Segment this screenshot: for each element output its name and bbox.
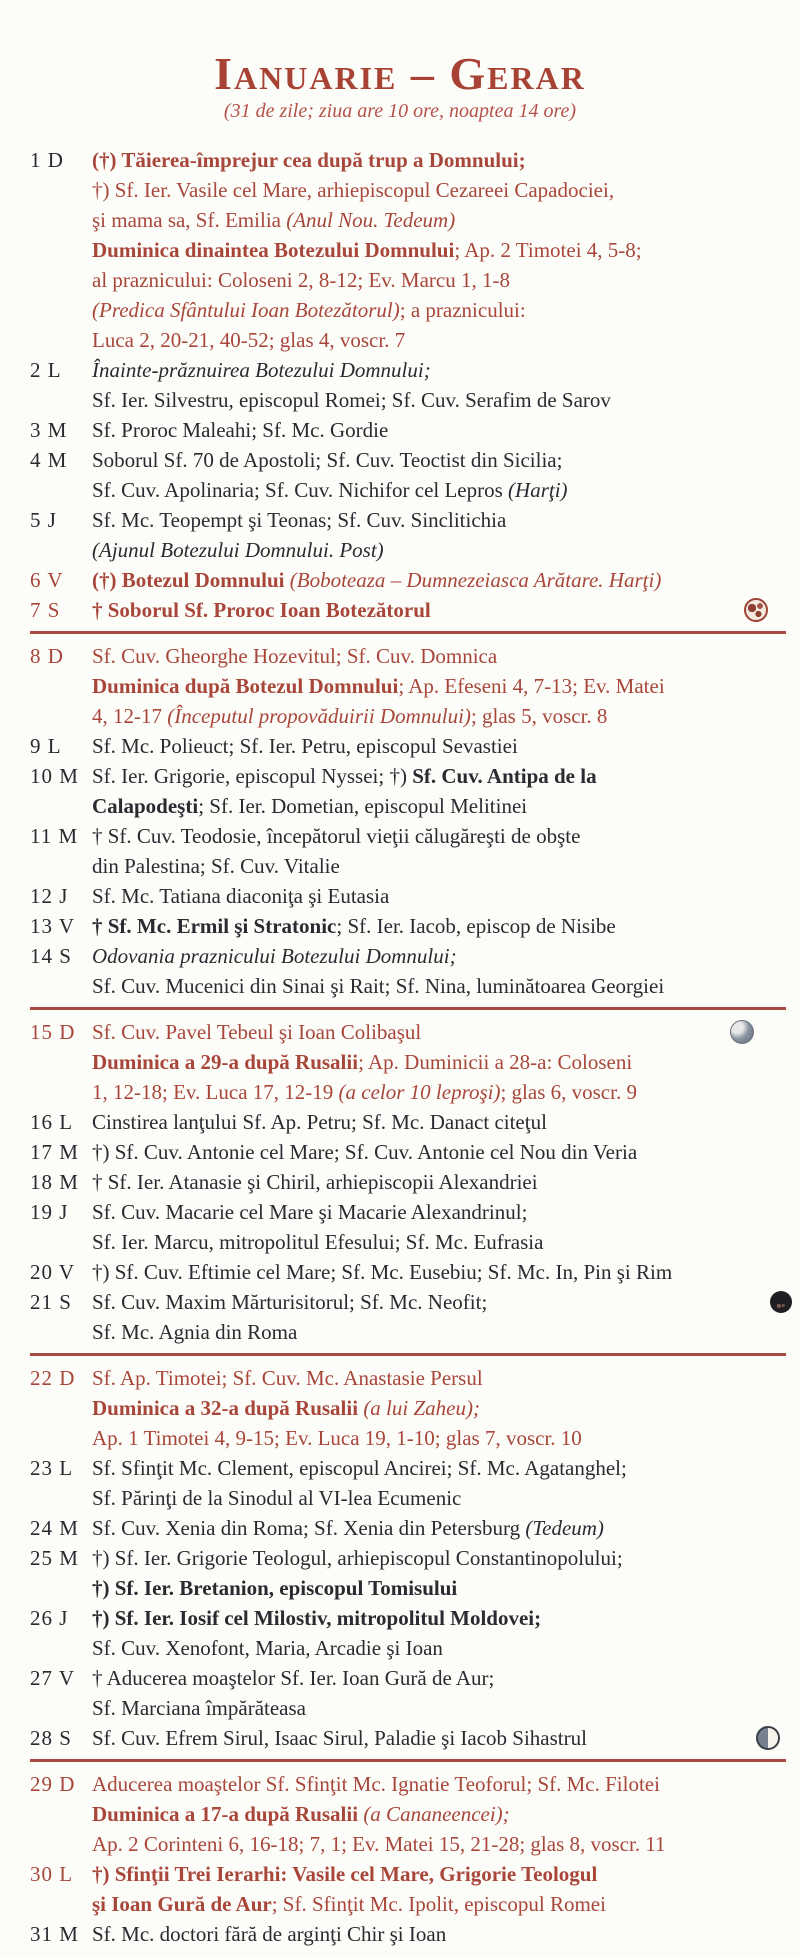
day-label: 14 S <box>30 944 72 969</box>
text-segment: Sf. Cuv. Maxim Mărturisitorul; Sf. Mc. Neofit; <box>92 1290 488 1315</box>
text-segment: (a Cananeencei); <box>363 1802 510 1827</box>
text-segment: ; Ap. Efeseni 4, 7-13; Ev. Matei <box>398 674 665 699</box>
day-line <box>92 1603 790 1633</box>
day-label: 21 S <box>30 1290 72 1315</box>
day-line <box>92 1723 790 1753</box>
day-line <box>92 1663 790 1693</box>
text-segment: Sf. Sfinţit Mc. Clement, episcopul Ancirei; Sf. Mc. Agatanghel; <box>92 1456 627 1481</box>
day-line <box>92 641 790 671</box>
day-line <box>92 1799 790 1829</box>
text-segment: (a lui Zaheu); <box>363 1396 480 1421</box>
day-lines <box>92 941 800 1001</box>
day-line <box>92 145 790 175</box>
day-label: 5 J <box>30 508 57 533</box>
day-label: 7 S <box>30 598 61 623</box>
day-lines <box>92 1769 800 1859</box>
day-row <box>0 1919 800 1949</box>
day-line <box>92 1017 790 1047</box>
text-segment: Sf. Cuv. Apolinaria; Sf. Cuv. Nichifor cel Lepros <box>92 478 509 503</box>
day-lines <box>92 1287 800 1347</box>
day-line <box>92 175 790 205</box>
day-lines <box>92 565 800 595</box>
day-label: 1 D <box>30 148 64 173</box>
day-row <box>0 355 800 415</box>
text-segment: 1, 12-18; Ev. Luca 17, 12-19 <box>92 1080 339 1105</box>
page-header <box>0 50 800 123</box>
day-label: 20 V <box>30 1260 76 1285</box>
day-line <box>92 851 790 881</box>
day-row <box>0 641 800 731</box>
day-line <box>92 731 790 761</box>
text-segment: Calapodeşti <box>92 794 199 819</box>
text-segment: ; Ap. Duminicii a 28-a: Coloseni <box>358 1050 633 1075</box>
text-segment: Luca 2, 20-21, 40-52; glas 4, voscr. 7 <box>92 328 406 353</box>
day-line <box>92 265 790 295</box>
day-line <box>92 1077 790 1107</box>
day-line <box>92 1167 790 1197</box>
week-separator <box>30 1759 786 1762</box>
day-label: 11 M <box>30 824 79 849</box>
day-lines <box>92 731 800 761</box>
text-segment: † Sf. Ier. Atanasie şi Chiril, arhiepiscopii Alexandriei <box>92 1170 538 1195</box>
day-line <box>92 1633 790 1663</box>
day-line <box>92 355 790 385</box>
day-line <box>92 671 790 701</box>
text-segment: Sf. Cuv. Pavel Tebeul şi Ioan Colibaşul <box>92 1020 422 1045</box>
text-segment: Duminica a 17-a după Rusalii <box>92 1802 364 1827</box>
day-label: 3 M <box>30 418 68 443</box>
day-label: 18 M <box>30 1170 79 1195</box>
day-row <box>0 1543 800 1603</box>
text-segment: ; glas 5, voscr. 8 <box>470 704 608 729</box>
text-segment: Duminica a 32-a după Rusalii <box>92 1396 364 1421</box>
day-label: 28 S <box>30 1726 72 1751</box>
day-line <box>92 971 790 1001</box>
text-segment: Sf. Marciana împărăteasa <box>92 1696 306 1721</box>
day-row <box>0 911 800 941</box>
day-lines <box>92 595 800 625</box>
day-row <box>0 445 800 505</box>
text-segment: Sf. Cuv. Xenia din Roma; Sf. Xenia din Petersburg <box>92 1516 526 1541</box>
day-row <box>0 1363 800 1453</box>
day-lines <box>92 1603 800 1663</box>
day-line <box>92 1287 790 1317</box>
day-line <box>92 761 790 791</box>
day-label: 19 J <box>30 1200 69 1225</box>
day-line <box>92 1829 790 1859</box>
text-segment: şi mama sa, Sf. Emilia <box>92 208 287 233</box>
day-label: 13 V <box>30 914 76 939</box>
text-segment: Soborul Sf. 70 de Apostoli; Sf. Cuv. Teoctist din Sicilia; <box>92 448 563 473</box>
day-row <box>0 761 800 821</box>
day-line <box>92 295 790 325</box>
day-label: 27 V <box>30 1666 76 1691</box>
day-row <box>0 1859 800 1919</box>
week-separator <box>30 1007 786 1010</box>
text-segment: Cinstirea lanţului Sf. Ap. Petru; Sf. Mc. Danact citeţul <box>92 1110 547 1135</box>
text-segment: † Sf. Mc. Ermil şi Stratonic <box>92 914 337 939</box>
text-segment: †) Sfinţii Trei Ierarhi: Vasile cel Mare, Grigorie Teologul <box>92 1862 598 1887</box>
text-segment: Înainte-prăznuirea Botezului Domnului; <box>92 358 431 383</box>
text-segment: Sf. Cuv. Macarie cel Mare şi Macarie Alexandrinul; <box>92 1200 528 1225</box>
day-label: 2 L <box>30 358 62 383</box>
month-title: Ianuarie – Gerar <box>214 48 586 99</box>
day-lines <box>92 505 800 565</box>
text-segment: ; Sf. Sfinţit Mc. Ipolit, episcopul Romei <box>271 1892 606 1917</box>
text-segment: Sf. Mc. Polieuct; Sf. Ier. Petru, episcopul Sevastiei <box>92 734 518 759</box>
day-row <box>0 1137 800 1167</box>
text-segment: Ap. 1 Timotei 4, 9-15; Ev. Luca 19, 1-10; glas 7, voscr. 10 <box>92 1426 582 1451</box>
day-label: 10 M <box>30 764 79 789</box>
day-row <box>0 1167 800 1197</box>
day-lines <box>92 821 800 881</box>
text-segment: (a celor 10 leproşi) <box>338 1080 501 1105</box>
day-line <box>92 1769 790 1799</box>
last-quarter-moon-icon <box>730 1020 754 1044</box>
day-line <box>92 941 790 971</box>
day-line <box>92 1137 790 1167</box>
day-lines <box>92 641 800 731</box>
day-line <box>92 505 790 535</box>
day-lines <box>92 1167 800 1197</box>
day-row <box>0 1769 800 1859</box>
day-row <box>0 821 800 881</box>
day-line <box>92 1483 790 1513</box>
text-segment: ; a praznicului: <box>399 298 526 323</box>
day-lines <box>92 1363 800 1453</box>
day-row <box>0 1287 800 1347</box>
day-lines <box>92 355 800 415</box>
day-label: 31 M <box>30 1922 79 1947</box>
day-row <box>0 881 800 911</box>
day-label: 26 J <box>30 1606 69 1631</box>
day-line <box>92 535 790 565</box>
text-segment: † Sf. Cuv. Teodosie, începătorul vieţii călugăreşti de obşte <box>92 824 581 849</box>
text-segment: Sf. Cuv. Efrem Sirul, Isaac Sirul, Paladie şi Iacob Sihastrul <box>92 1726 587 1751</box>
first-quarter-moon-icon <box>756 1726 780 1750</box>
text-segment: Sf. Mc. Teopempt şi Teonas; Sf. Cuv. Sinclitichia <box>92 508 507 533</box>
day-line <box>92 1423 790 1453</box>
day-label: 8 D <box>30 644 64 669</box>
day-lines <box>92 1543 800 1603</box>
day-line <box>92 595 790 625</box>
day-row <box>0 415 800 445</box>
day-row <box>0 1257 800 1287</box>
text-segment: 4, 12-17 <box>92 704 168 729</box>
text-segment: Sf. Ier. Grigorie, episcopul Nyssei; †) <box>92 764 413 789</box>
text-segment: †) Sf. Ier. Vasile cel Mare, arhiepiscopul Cezareei Capadociei, <box>92 178 615 203</box>
day-line <box>92 205 790 235</box>
day-line <box>92 881 790 911</box>
day-row <box>0 1513 800 1543</box>
day-line <box>92 445 790 475</box>
day-label: 16 L <box>30 1110 74 1135</box>
day-row <box>0 1723 800 1753</box>
day-row <box>0 941 800 1001</box>
day-lines <box>92 1919 800 1949</box>
text-segment: †) Sf. Cuv. Eftimie cel Mare; Sf. Mc. Eusebiu; Sf. Mc. In, Pin şi Rim <box>92 1260 673 1285</box>
text-segment: şi Ioan Gură de Aur <box>92 1892 272 1917</box>
day-row <box>0 505 800 565</box>
day-lines <box>92 1663 800 1723</box>
day-lines <box>92 445 800 505</box>
day-line <box>92 1227 790 1257</box>
day-line <box>92 1453 790 1483</box>
text-segment: Sf. Cuv. Xenofont, Maria, Arcadie şi Ioan <box>92 1636 443 1661</box>
day-lines <box>92 145 800 355</box>
day-line <box>92 565 790 595</box>
full-moon-icon <box>744 598 768 622</box>
day-line <box>92 911 790 941</box>
day-lines <box>92 1137 800 1167</box>
day-line <box>92 701 790 731</box>
day-line <box>92 475 790 505</box>
day-label: 29 D <box>30 1772 76 1797</box>
day-label: 4 M <box>30 448 68 473</box>
day-line <box>92 1693 790 1723</box>
text-segment: ; Sf. Ier. Dometian, episcopul Melitinei <box>198 794 528 819</box>
text-segment: Sf. Cuv. Antipa de la <box>412 764 597 789</box>
day-line <box>92 1107 790 1137</box>
day-line <box>92 1393 790 1423</box>
day-label: 24 M <box>30 1516 79 1541</box>
day-label: 9 L <box>30 734 62 759</box>
text-segment: Sf. Părinţi de la Sinodul al VI-lea Ecumenic <box>92 1486 462 1511</box>
text-segment: Duminica dinaintea Botezului Domnului <box>92 238 455 263</box>
text-segment: ; glas 6, voscr. 9 <box>500 1080 637 1105</box>
day-line <box>92 1047 790 1077</box>
day-row <box>0 145 800 355</box>
day-line <box>92 325 790 355</box>
day-lines <box>92 881 800 911</box>
text-segment: (†) Botezul Domnului <box>92 568 290 593</box>
day-line <box>92 415 790 445</box>
day-lines <box>92 1197 800 1257</box>
day-line <box>92 1543 790 1573</box>
day-row <box>0 731 800 761</box>
text-segment: Aducerea moaştelor Sf. Sfinţit Mc. Ignatie Teoforul; Sf. Mc. Filotei <box>92 1772 660 1797</box>
text-segment: (Tedeum) <box>525 1516 604 1541</box>
text-segment: (†) Tăierea-împrejur cea după trup a Domnului; <box>92 148 526 173</box>
month-subtitle: (31 de zile; ziua are 10 ore, noaptea 14 ore) <box>223 100 577 123</box>
day-line <box>92 1513 790 1543</box>
text-segment: Sf. Ier. Silvestru, episcopul Romei; Sf. Cuv. Serafim de Sarov <box>92 388 611 413</box>
text-segment: Sf. Ap. Timotei; Sf. Cuv. Mc. Anastasie Persul <box>92 1366 483 1391</box>
day-lines <box>92 761 800 821</box>
day-line <box>92 1573 790 1603</box>
day-row <box>0 1017 800 1107</box>
day-lines <box>92 1017 800 1107</box>
day-label: 12 J <box>30 884 69 909</box>
new-moon-icon <box>770 1291 792 1313</box>
day-lines <box>92 1107 800 1137</box>
text-segment: al praznicului: Coloseni 2, 8-12; Ev. Marcu 1, 1-8 <box>92 268 510 293</box>
day-line <box>92 791 790 821</box>
day-row <box>0 595 800 625</box>
text-segment: †) Sf. Ier. Bretanion, episcopul Tomisului <box>92 1576 458 1601</box>
day-line <box>92 1317 790 1347</box>
text-segment: (Începutul propovăduirii Domnului) <box>167 704 471 729</box>
text-segment: ; Ap. 2 Timotei 4, 5-8; <box>454 238 642 263</box>
day-label: 30 L <box>30 1862 74 1887</box>
day-line <box>92 235 790 265</box>
day-line <box>92 385 790 415</box>
day-line <box>92 1889 790 1919</box>
day-lines <box>92 1453 800 1513</box>
text-segment: Ap. 2 Corinteni 6, 16-18; 7, 1; Ev. Matei 15, 21-28; glas 8, voscr. 11 <box>92 1832 666 1857</box>
calendar-list <box>0 145 800 1949</box>
day-line <box>92 1363 790 1393</box>
day-lines <box>92 1723 800 1753</box>
day-label: 15 D <box>30 1020 76 1045</box>
week-separator <box>30 631 786 634</box>
text-segment: Odovania praznicului Botezului Domnului; <box>92 944 457 969</box>
day-line <box>92 1197 790 1227</box>
day-line <box>92 1919 790 1949</box>
text-segment: Sf. Cuv. Mucenici din Sinai şi Rait; Sf. Nina, luminătoarea Georgiei <box>92 974 665 999</box>
day-lines <box>92 1513 800 1543</box>
text-segment: ; Sf. Ier. Iacob, episcop de Nisibe <box>336 914 616 939</box>
day-label: 17 M <box>30 1140 79 1165</box>
text-segment: (Anul Nou. Tedeum) <box>286 208 456 233</box>
day-row <box>0 1603 800 1663</box>
text-segment: Duminica a 29-a după Rusalii <box>92 1050 359 1075</box>
day-lines <box>92 415 800 445</box>
day-label: 23 L <box>30 1456 74 1481</box>
text-segment: †) Sf. Cuv. Antonie cel Mare; Sf. Cuv. Antonie cel Nou din Veria <box>92 1140 638 1165</box>
text-segment: † Aducerea moaştelor Sf. Ier. Ioan Gură de Aur; <box>92 1666 495 1691</box>
day-row <box>0 1107 800 1137</box>
text-segment: †) Sf. Ier. Grigorie Teologul, arhiepiscopul Constantinopolului; <box>92 1546 623 1571</box>
text-segment: Sf. Mc. Agnia din Roma <box>92 1320 298 1345</box>
text-segment: Duminica după Botezul Domnului <box>92 674 399 699</box>
day-row <box>0 1663 800 1723</box>
day-label: 25 M <box>30 1546 79 1571</box>
text-segment: † Soborul Sf. Proroc Ioan Botezătorul <box>92 598 431 623</box>
text-segment: Sf. Mc. doctori fără de arginţi Chir şi Ioan <box>92 1922 447 1947</box>
day-row <box>0 565 800 595</box>
text-segment: (Predica Sfântului Ioan Botezătorul) <box>92 298 400 323</box>
day-lines <box>92 1859 800 1919</box>
text-segment: †) Sf. Ier. Iosif cel Milostiv, mitropolitul Moldovei; <box>92 1606 542 1631</box>
text-segment: (Boboteaza – Dumnezeiasca Arătare. Harţi) <box>289 568 662 593</box>
day-lines <box>92 1257 800 1287</box>
text-segment: Sf. Cuv. Gheorghe Hozevitul; Sf. Cuv. Domnica <box>92 644 498 669</box>
text-segment: Sf. Mc. Tatiana diaconiţa şi Eutasia <box>92 884 390 909</box>
text-segment: (Harţi) <box>508 478 568 503</box>
day-row <box>0 1197 800 1257</box>
text-segment: (Ajunul Botezului Domnului. Post) <box>92 538 384 563</box>
day-line <box>92 1257 790 1287</box>
text-segment: Sf. Ier. Marcu, mitropolitul Efesului; Sf. Mc. Eufrasia <box>92 1230 544 1255</box>
text-segment: din Palestina; Sf. Cuv. Vitalie <box>92 854 340 879</box>
day-lines <box>92 911 800 941</box>
day-line <box>92 1859 790 1889</box>
day-line <box>92 821 790 851</box>
day-label: 6 V <box>30 568 64 593</box>
day-label: 22 D <box>30 1366 76 1391</box>
day-row <box>0 1453 800 1513</box>
week-separator <box>30 1353 786 1356</box>
text-segment: Sf. Proroc Maleahi; Sf. Mc. Gordie <box>92 418 389 443</box>
